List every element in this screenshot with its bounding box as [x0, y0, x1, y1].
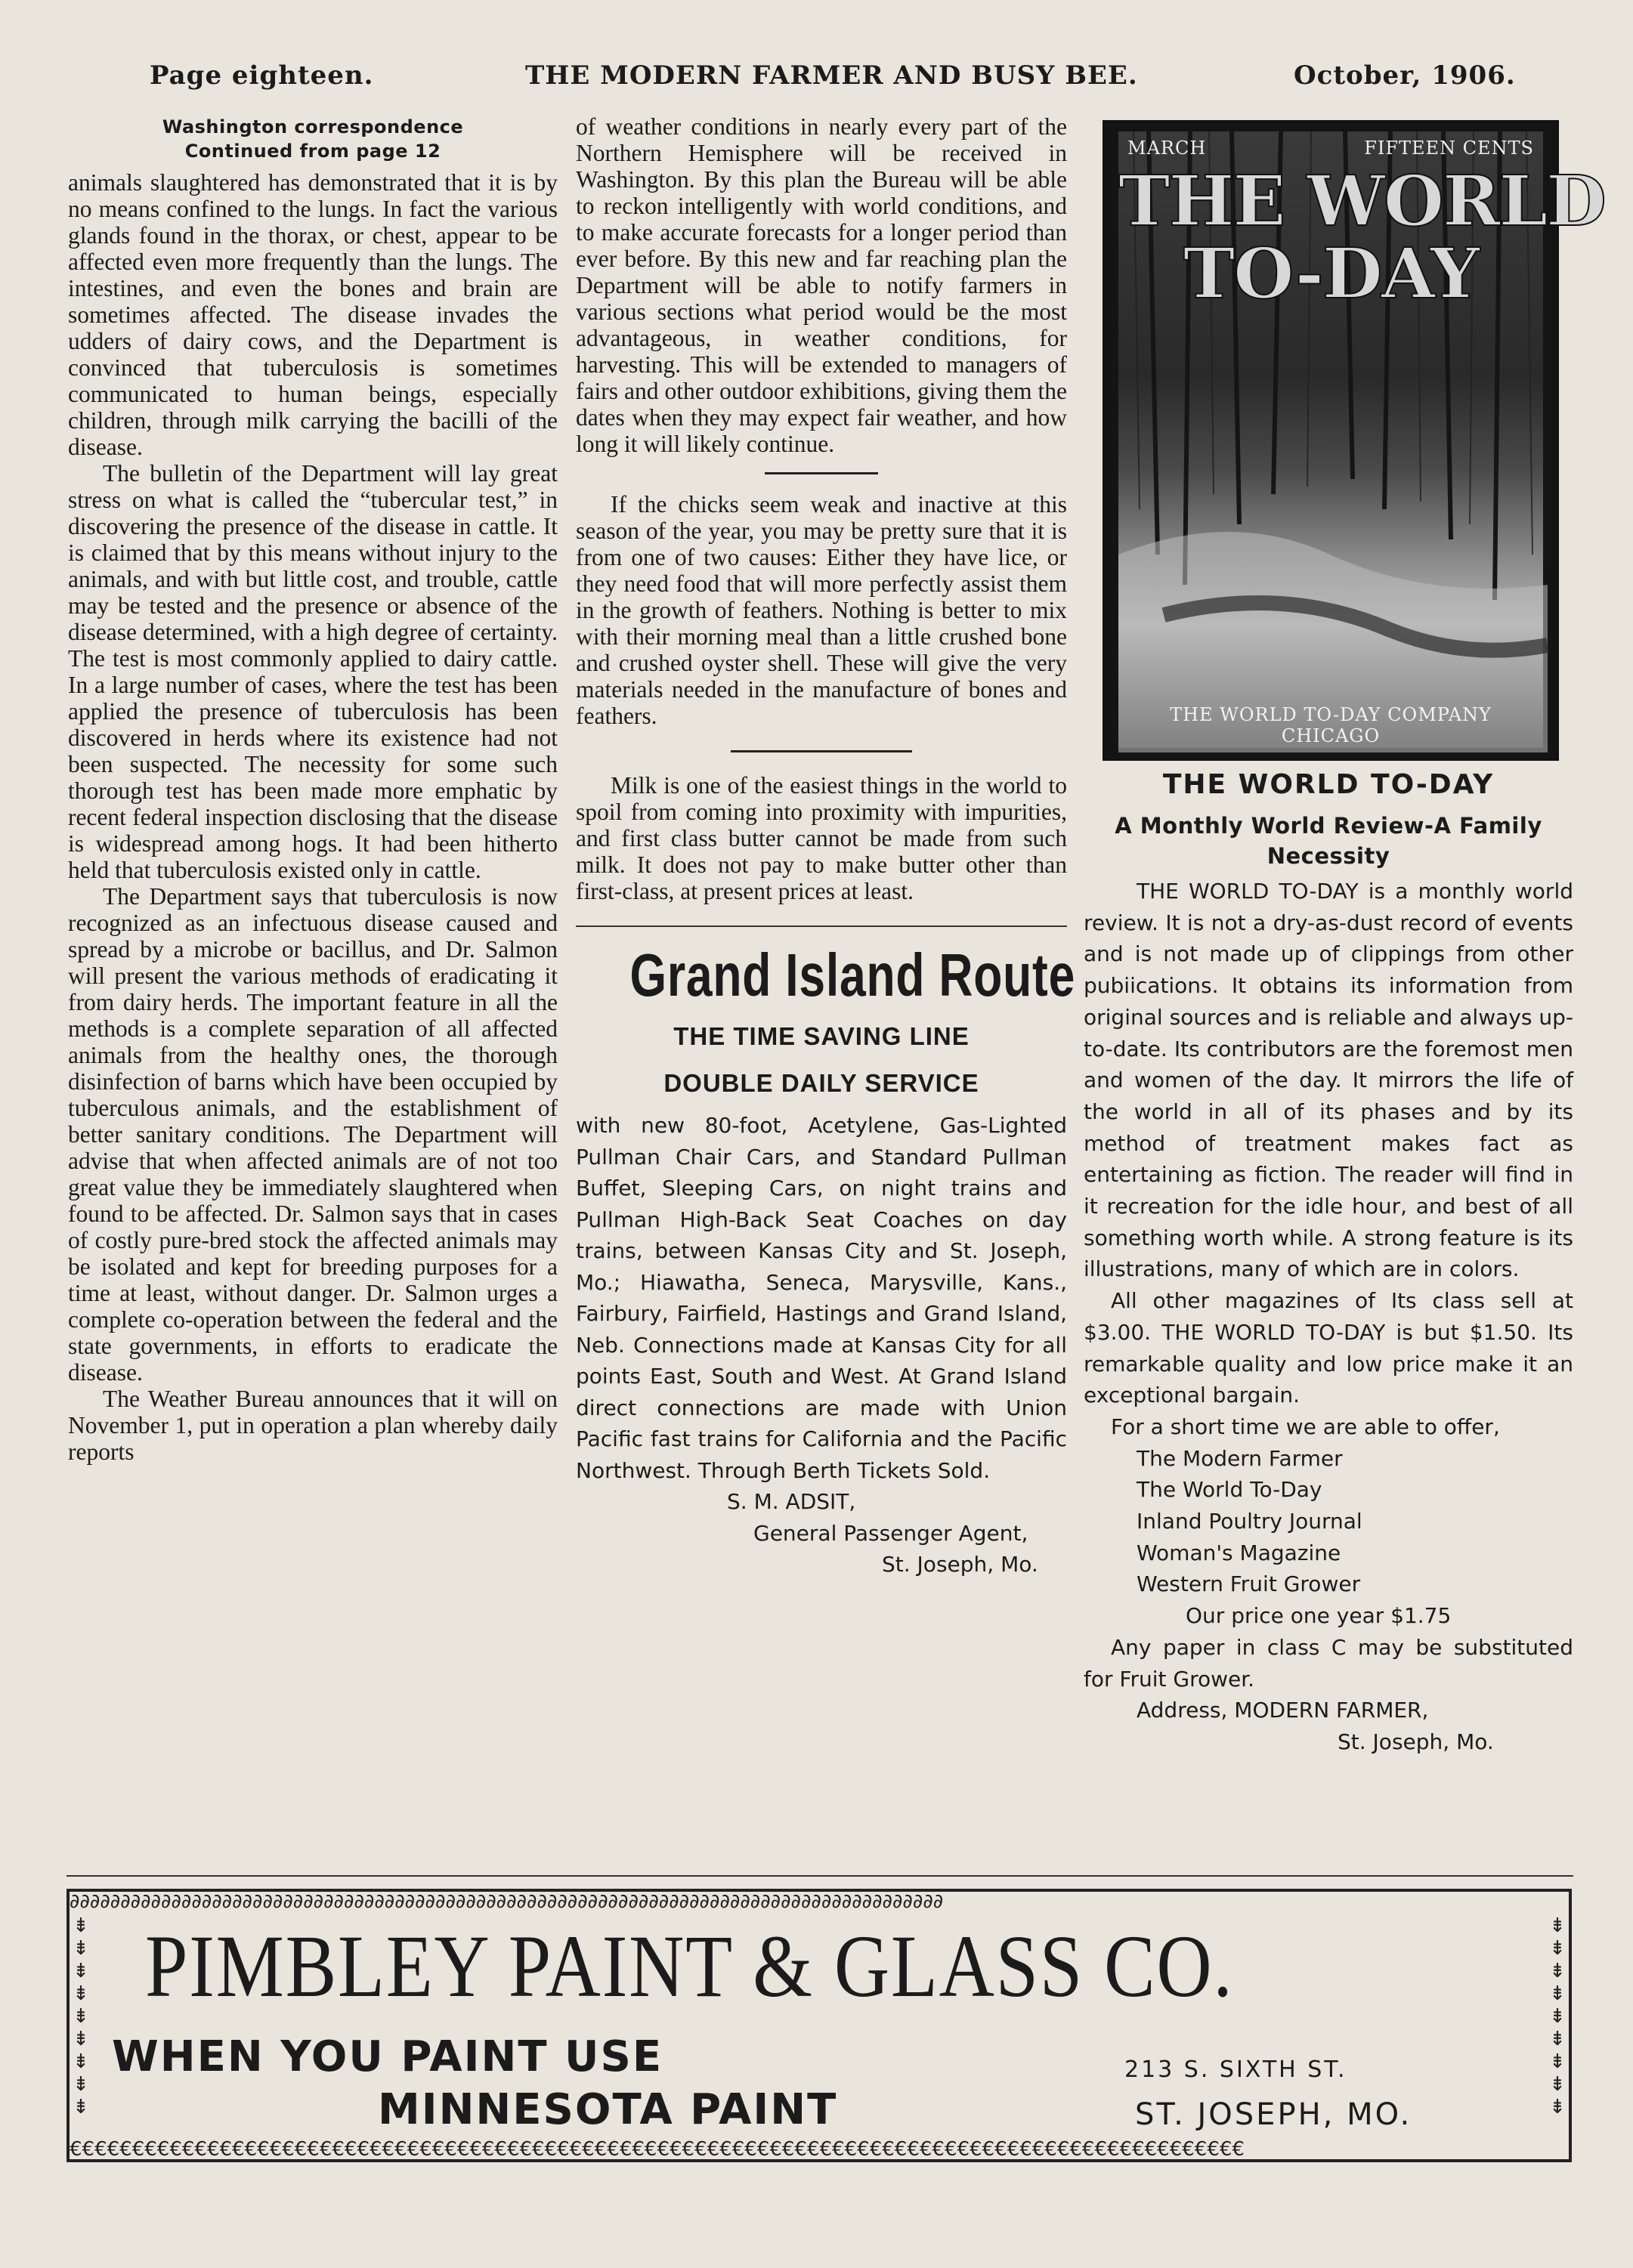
divider: [765, 472, 878, 474]
address-line-1: Address, MODERN FARMER,: [1137, 1698, 1429, 1723]
paragraph: The Weather Bureau announces that it will on November 1, put in operation a plan whereby daily reports: [68, 1386, 558, 1465]
paragraph: animals slaughtered has demonstrated that it is by no means confined to the lungs. In fact the various glands found in the thorax, or chest, appear to be affected even more frequently than the lungs. The intestines, and even the bones and brain are sometimes affected. The disease invades the udders of dairy cows, and the Department is convinced that tuberculosis is sometimes communicated to human beings, especially children, through milk carrying the bacilli of the disease.: [68, 169, 558, 460]
ornament-border-left: ⇟⇟⇟⇟⇟⇟⇟⇟⇟: [73, 1914, 89, 2118]
ornament-border-bottom: €€€€€€€€€€€€€€€€€€€€€€€€€€€€€€€€€€€€€€€€€€€€€€€€€€€€€€€€€€€€€€€€€€€€€€€€€€€€€€€€€€€€€€€€€€€€€€: [70, 2138, 1245, 2161]
ornament-border-top: ∂∂∂∂∂∂∂∂∂∂∂∂∂∂∂∂∂∂∂∂∂∂∂∂∂∂∂∂∂∂∂∂∂∂∂∂∂∂∂∂∂∂∂∂∂∂∂∂∂∂∂∂∂∂∂∂∂∂∂∂∂∂∂∂∂∂∂∂∂∂∂∂∂∂∂∂∂∂∂∂∂∂∂∂∂∂: [70, 1890, 944, 1913]
article-heading: THE WORLD TO-DAY: [1162, 769, 1495, 800]
ad-street-address: 213 S. SIXTH ST.: [1124, 2056, 1347, 2083]
ad-signature-name: S. M. ADSIT,: [727, 1489, 856, 1514]
magazine-cover-image: [1103, 120, 1605, 761]
ad-signature-city: St. Joseph, Mo.: [882, 1552, 1038, 1577]
list-item: Inland Poultry Journal: [1137, 1509, 1362, 1534]
cover-title-line-2: TO-DAY: [1183, 233, 1479, 314]
correspondence-label: Washington correspondence: [162, 116, 464, 138]
address-line-2: St. Joseph, Mo.: [1338, 1729, 1494, 1754]
ad-title: Grand Island Route: [629, 941, 1076, 1009]
column-1: [68, 115, 558, 1465]
magazine-list: [1084, 1443, 1573, 1601]
paragraph: of weather conditions in nearly every part of the Northern Hemisphere will be received in Washington. By this plan the Bureau will be able to reckon intelligently with world conditions, and to make accurate forecasts for a longer period than ever before. By this new and far reaching plan the Department will be able to notify farmers in various sections what period would be the most advantageous, in weather conditions, for harvesting. This will be extended to managers of fairs and other outdoor exhibitions, giving them the dates when they may expect fair weather, and how long it will likely continue.: [576, 113, 1067, 457]
offer-line: For a short time we are able to offer,: [1111, 1414, 1500, 1439]
cover-publisher: THE WORLD TO-DAY COMPANY: [1170, 704, 1492, 725]
divider: [731, 750, 912, 752]
column-2: [576, 113, 1076, 1580]
ad-slogan-line-2: MINNESOTA PAINT: [378, 2085, 838, 2134]
ad-slogan-line-1: WHEN YOU PAINT USE: [112, 2032, 663, 2081]
list-item: Western Fruit Grower: [1137, 1571, 1361, 1597]
list-item: Woman's Magazine: [1137, 1540, 1341, 1565]
ad-city: ST. JOSEPH, MO.: [1135, 2097, 1412, 2132]
ad-company-name: PIMBLEY PAINT & GLASS CO.: [145, 1917, 1234, 2016]
cover-photo: [1118, 131, 1605, 748]
list-item: The Modern Farmer: [1137, 1445, 1343, 1471]
ad-subtitle: DOUBLE DAILY SERVICE: [663, 1069, 979, 1097]
cover-city: CHICAGO: [1281, 725, 1381, 746]
price-line: Our price one year $1.75: [1186, 1603, 1452, 1629]
article-subheading: A Monthly World Review-A Family Necessity: [1115, 813, 1542, 869]
ornament-border-right: ⇟⇟⇟⇟⇟⇟⇟⇟⇟: [1549, 1914, 1566, 2118]
issue-date: October, 1906.: [1294, 60, 1516, 91]
paragraph: The Department says that tuberculosis is now recognized as an infectuous disease caused and spread by a microbe or bacillus, and Dr. Salmon will present the various methods of eradicating it from dairy herds. The important feature in all the methods is a complete separation of all affected animals from the healthy ones, the thorough disinfection of barns which have been occupied by tuberculous animals, and the establishment of better sanitary conditions. The Department will advise that when affected animals are of not too great value they be immediately slaughtered when found to be affected. Dr. Salmon says that in cases of costly pure-bred stock the affected animals may be isolated and kept for breeding purposes for a time at least, without danger. Dr. Salmon urges a complete co-operation between the federal and the state governments, in efforts to eradicate the disease.: [68, 883, 558, 1386]
paragraph: Milk is one of the easiest things in the world to spoil from coming into proximity with impurities, and first class butter cannot be made from such milk. It does not pay to make butter other than first-class, at present prices at least.: [576, 772, 1067, 904]
continued-label: Continued from page 12: [184, 141, 441, 162]
world-today-article: [1084, 769, 1573, 1758]
substitute-note: [1084, 1632, 1573, 1695]
paragraph: If the chicks seem weak and inactive at this season of the year, you may be pretty sure that it is from one of two causes: Either they have lice, or they need food that will more perfectly assist them in the growth of feathers. Nothing is better to mix with their morning meal than a little crushed bone and crushed oyster shell. These will give the very materials needed in the manufacture of bones and feathers.: [576, 491, 1067, 729]
cover-title-line-1: THE WORLD: [1118, 160, 1605, 242]
paragraph: THE WORLD TO-DAY is a monthly world review. It is not a dry-as-dust record of events and is not made up of clippings from other pubiications. It obtains its information from original sources and is reliable and always up-to-date. Its contributors are the foremost men and women of the day. It mirrors the life of the world in all of its phases and by its method of treatment makes fact as entertaining as fiction. The reader will find in it recreation for the idle hour, and best of all something worth while. A strong feature is its illustrations, many of which are in colors.: [1084, 879, 1573, 1282]
cover-price: FIFTEEN CENTS: [1364, 138, 1534, 159]
article-body: [1084, 876, 1573, 1443]
paragraph: All other magazines of Its class sell at $3.00. THE WORLD TO-DAY is but $1.50. Its remarkable quality and low price make it an exceptional bargain.: [1084, 1288, 1573, 1408]
ad-signature-title: General Passenger Agent,: [753, 1520, 1028, 1546]
grand-island-route-ad: [576, 941, 1076, 1580]
masthead-title: THE MODERN FARMER AND BUSY BEE.: [525, 60, 1138, 91]
cover-month: MARCH: [1127, 138, 1207, 159]
list-item: The World To-Day: [1137, 1477, 1322, 1503]
paragraph: The bulletin of the Department will lay great stress on what is called the “tubercular test,” in discovering the presence of the disease in cattle. It is claimed that by this means without injury to the animals, and with but little cost, and trouble, cattle may be tested and the presence or absence of the disease determined, with a high degree of certainty. The test is most commonly applied to dairy cattle. In a large number of cases, where the test has been applied the presence of tuberculosis has been discovered in herds where its existence had not been suspected. The necessity for some such thorough test has been made more emphatic by recent federal inspection disclosing that the disease is widespread among hogs. It had been hitherto held that tuberculosis existed only in cattle.: [68, 460, 558, 883]
paragraph: Any paper in class C may be substituted for Fruit Grower.: [1084, 1634, 1573, 1692]
pimbley-paint-ad: [66, 1889, 1572, 2162]
ad-subtitle: THE TIME SAVING LINE: [673, 1022, 970, 1050]
page-number: Page eighteen.: [150, 60, 374, 91]
divider: [576, 925, 1067, 927]
section-divider: [66, 1875, 1573, 1877]
ad-body: with new 80-foot, Acetylene, Gas-Lighted Pullman Chair Cars, and Standard Pullman Buffet, Sleeping Cars, on night trains and Pullman High-Back Seat Coaches on day trains, between Kansas City and St. Joseph, Mo.; Hiawatha, Seneca, Marysville, Kans., Fairbury, Fairfield, Hastings and Grand Island, Neb. Connections made at Kansas City for all points East, South and West. At Grand Island direct connections are made with Union Pacific fast trains for California and the Pacific Northwest. Through Berth Tickets Sold.: [576, 1113, 1067, 1483]
